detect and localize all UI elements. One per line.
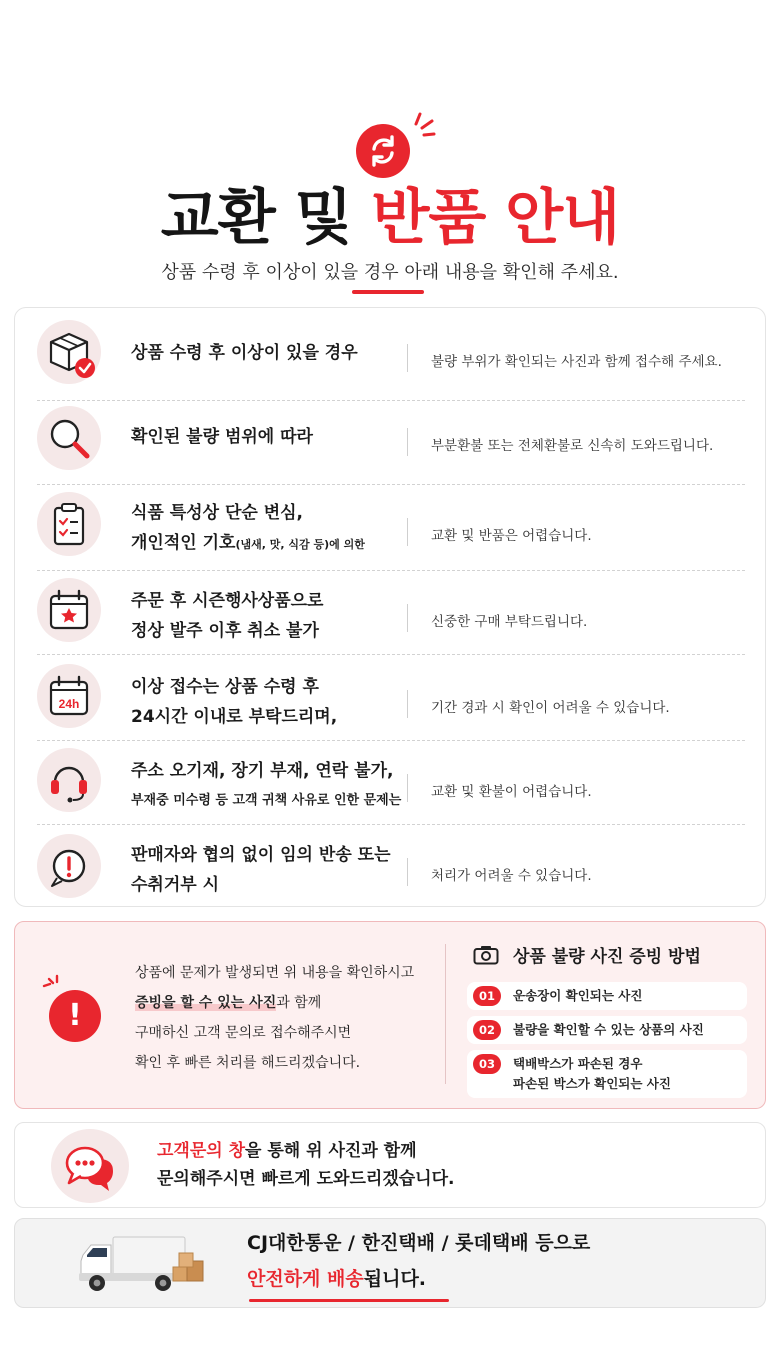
delivery-underline xyxy=(249,1299,449,1302)
clipboard-icon xyxy=(37,492,101,556)
row-description: 교환 및 반품은 어렵습니다. xyxy=(431,528,592,544)
alert-icon xyxy=(37,834,101,898)
row-divider xyxy=(37,400,745,401)
calendar-star-icon xyxy=(37,578,101,642)
refresh-icon xyxy=(356,124,410,178)
row-separator xyxy=(407,690,408,718)
row-separator xyxy=(407,858,408,886)
photo-step xyxy=(467,1016,747,1044)
delivery-text xyxy=(247,1225,590,1297)
photo-step xyxy=(467,1050,747,1098)
notice-text xyxy=(135,958,414,1078)
row-separator xyxy=(407,344,408,372)
policy-row xyxy=(15,656,767,741)
inquiry-highlight: 고객문의 창 xyxy=(157,1141,246,1161)
row-description: 부분환불 또는 전체환불로 신속히 도와드립니다. xyxy=(431,438,714,454)
box-check-icon xyxy=(37,320,101,384)
svg-text:24h: 24h xyxy=(58,697,80,711)
inquiry-line2: 문의해주시면 빠르게 도와드리겠습니다. xyxy=(157,1169,455,1189)
row-line1: 주소 오기재, 장기 부재, 연락 불가, xyxy=(131,761,394,781)
notice-line-rest: 과 함께 xyxy=(276,995,322,1011)
row-description: 기간 경과 시 확인이 어려울 수 있습니다. xyxy=(431,700,670,716)
row-separator xyxy=(407,518,408,546)
page-title xyxy=(0,178,780,258)
row-line1: 주문 후 시즌행사상품으로 xyxy=(131,591,324,611)
page-subtitle: 상품 수령 후 이상이 있을 경우 아래 내용을 확인해 주세요. xyxy=(161,262,619,283)
title-red: 반품 안내 xyxy=(371,183,620,253)
step-text-2: 파손된 박스가 확인되는 사진 xyxy=(513,1076,671,1091)
inquiry-line1-rest: 을 통해 위 사진과 함께 xyxy=(245,1141,417,1161)
policy-row xyxy=(15,742,767,827)
policy-row xyxy=(15,572,767,657)
step-text: 불량을 확인할 수 있는 상품의 사진 xyxy=(513,1022,704,1037)
photo-guide-title-text: 상품 불량 사진 증빙 방법 xyxy=(513,947,701,967)
delivery-line2 xyxy=(247,1261,590,1297)
policy-row xyxy=(15,402,767,487)
notice-highlight: 증빙을 할 수 있는 사진 xyxy=(135,995,277,1011)
row-line2: 정상 발주 이후 취소 불가 xyxy=(131,621,319,641)
row-line2-small: (냄새, 맛, 식감 등)에 의한 xyxy=(235,538,365,551)
sparkle-icon xyxy=(410,108,440,138)
delivery-highlight: 안전하게 배송 xyxy=(247,1268,364,1290)
step-number: 01 xyxy=(473,986,501,1006)
row-description: 교환 및 환불이 어렵습니다. xyxy=(431,784,592,800)
row-separator xyxy=(407,774,408,802)
policy-card xyxy=(14,307,766,907)
row-main-text: 상품 수령 후 이상이 있을 경우 xyxy=(131,343,358,363)
row-line2 xyxy=(131,528,365,560)
subtitle-underline xyxy=(352,290,424,294)
row-line1: 판매자와 협의 없이 임의 반송 또는 xyxy=(131,845,391,865)
delivery-line1: CJ대한통운 / 한진택배 / 롯데택배 등으로 xyxy=(247,1232,591,1254)
notice-line xyxy=(135,988,414,1018)
truck-icon xyxy=(75,1233,205,1297)
policy-row xyxy=(15,308,767,393)
row-separator xyxy=(407,604,408,632)
notice-box xyxy=(14,921,766,1109)
row-divider xyxy=(37,654,745,655)
row-separator xyxy=(407,428,408,456)
delivery-line2-rest: 됩니다. xyxy=(363,1268,427,1290)
row-line2: 수취거부 시 xyxy=(131,875,220,895)
exclamation-icon: ! xyxy=(49,990,101,1042)
notice-line: 구매하신 고객 문의로 접수해주시면 xyxy=(135,1025,352,1041)
step-text: 운송장이 확인되는 사진 xyxy=(513,988,643,1003)
inquiry-box xyxy=(14,1122,766,1208)
search-icon xyxy=(37,406,101,470)
row-main-text xyxy=(131,756,401,816)
row-main-text xyxy=(131,498,365,560)
notice-line: 확인 후 빠른 처리를 해드리겠습니다. xyxy=(135,1055,361,1071)
row-main-text xyxy=(131,672,337,732)
camera-icon xyxy=(473,945,499,965)
row-line2: 부재중 미수령 등 고객 귀책 사유로 인한 문제는 xyxy=(131,793,402,808)
notice-line: 상품에 문제가 발생되면 위 내용을 확인하시고 xyxy=(135,965,415,981)
headset-icon xyxy=(37,748,101,812)
row-description: 신중한 구매 부탁드립니다. xyxy=(431,614,588,630)
row-divider xyxy=(37,570,745,571)
calendar-24h-icon xyxy=(37,664,101,728)
row-description: 불량 부위가 확인되는 사진과 함께 접수해 주세요. xyxy=(431,354,722,370)
step-number: 02 xyxy=(473,1020,501,1040)
row-line1: 식품 특성상 단순 변심, xyxy=(131,503,304,523)
row-divider xyxy=(37,484,745,485)
notice-separator xyxy=(445,944,446,1084)
inquiry-line1 xyxy=(157,1137,454,1165)
row-line2-main: 개인적인 기호 xyxy=(131,533,236,553)
title-dark: 교환 및 xyxy=(160,183,372,253)
row-main-text: 확인된 불량 범위에 따라 xyxy=(131,427,313,447)
policy-row xyxy=(15,486,767,571)
delivery-box xyxy=(14,1218,766,1308)
photo-step xyxy=(467,982,747,1010)
chat-bubble-icon xyxy=(51,1129,129,1203)
row-description: 처리가 어려울 수 있습니다. xyxy=(431,868,592,884)
inquiry-text xyxy=(157,1137,454,1193)
step-number: 03 xyxy=(473,1054,501,1074)
row-divider xyxy=(37,824,745,825)
header xyxy=(0,0,780,300)
step-text: 택배박스가 파손된 경우 xyxy=(513,1056,643,1071)
row-main-text xyxy=(131,586,323,646)
row-main-text xyxy=(131,840,391,900)
row-line1: 이상 접수는 상품 수령 후 xyxy=(131,677,319,697)
photo-steps xyxy=(467,982,747,1104)
photo-guide-title xyxy=(473,942,701,967)
policy-row xyxy=(15,826,767,911)
row-divider xyxy=(37,740,745,741)
row-line2: 24시간 이내로 부탁드리며, xyxy=(131,707,338,727)
